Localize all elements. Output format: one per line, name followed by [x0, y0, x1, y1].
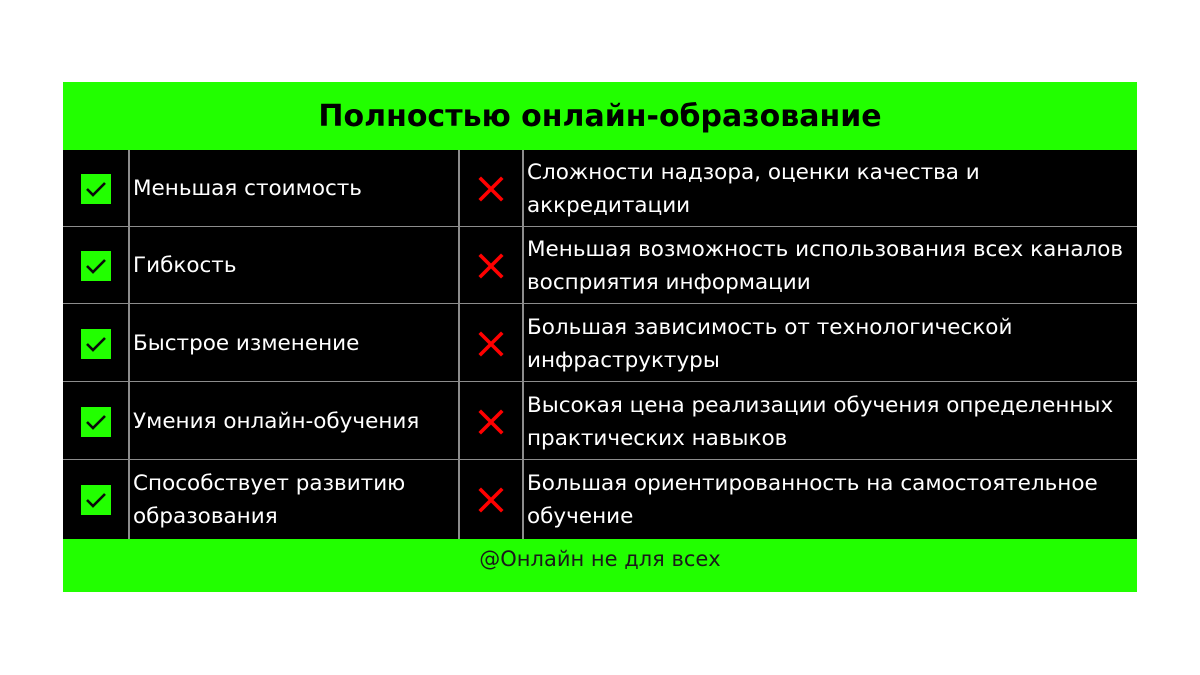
con-text: Высокая цена реализации обучения определенных практических навыков [527, 392, 1114, 451]
checkmark-icon [81, 407, 111, 437]
con-text: Большая ориентированность на самостоятельное обучение [527, 470, 1098, 529]
pro-text: Гибкость [133, 253, 237, 278]
con-text: Меньшая возможность использования всех каналов восприятия информации [527, 236, 1124, 295]
column-divider [458, 150, 460, 539]
checkmark-icon [81, 329, 111, 359]
pro-icon-cell [63, 227, 128, 304]
pro-text: Умения онлайн-обучения [133, 409, 420, 434]
column-divider [128, 150, 130, 539]
cross-icon [478, 487, 504, 513]
cross-icon [478, 331, 504, 357]
con-icon-cell [459, 305, 522, 382]
pro-text: Быстрое изменение [133, 331, 360, 356]
pro-icon-cell [63, 305, 128, 382]
footer-caption: @Онлайн не для всех [479, 547, 721, 571]
table-row [63, 383, 1137, 460]
cross-icon [478, 176, 504, 202]
table-row [63, 305, 1137, 382]
pro-text: Способствует развитию образования [133, 470, 406, 529]
pro-icon-cell [63, 150, 128, 227]
checkmark-icon [81, 251, 111, 281]
con-icon-cell [459, 383, 522, 460]
table-row [63, 150, 1137, 227]
footer-bar [63, 539, 1137, 592]
checkmark-icon [81, 174, 111, 204]
title-bar [63, 82, 1137, 150]
column-divider [522, 150, 524, 539]
cross-icon [478, 409, 504, 435]
pro-icon-cell [63, 461, 128, 538]
table-row [63, 461, 1137, 539]
table-body [63, 150, 1137, 539]
pro-text: Меньшая стоимость [133, 176, 362, 201]
table-row [63, 227, 1137, 304]
pro-icon-cell [63, 383, 128, 460]
con-icon-cell [459, 461, 522, 538]
con-icon-cell [459, 227, 522, 304]
checkmark-icon [81, 485, 111, 515]
con-text: Большая зависимость от технологической инфраструктуры [527, 314, 1013, 373]
table-title: Полностью онлайн-образование [318, 98, 882, 134]
con-text: Сложности надзора, оценки качества и аккредитации [527, 159, 980, 218]
comparison-table [63, 82, 1137, 592]
con-icon-cell [459, 150, 522, 227]
cross-icon [478, 253, 504, 279]
